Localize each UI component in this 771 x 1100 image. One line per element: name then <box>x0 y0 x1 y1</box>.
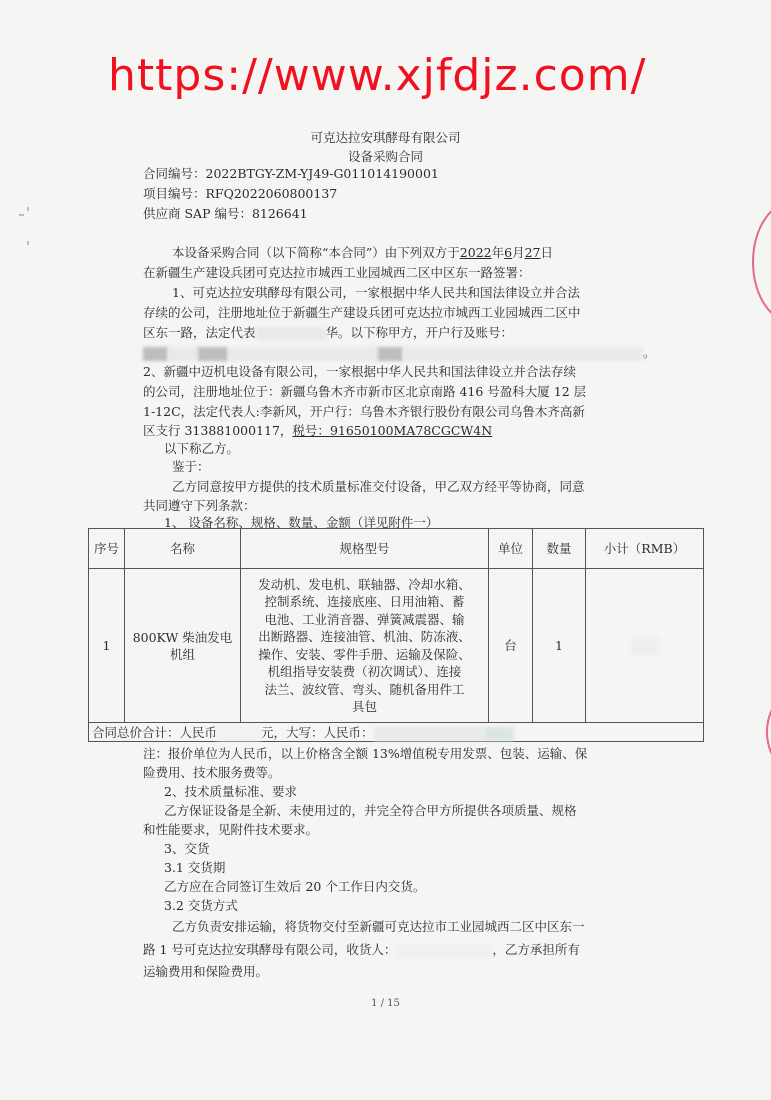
spec-line: 具包 <box>351 699 377 714</box>
redacted-subtotal <box>631 637 659 655</box>
tax-value: 91650100MA78CGCW4N <box>329 423 493 438</box>
party-b-line-5: 以下称乙方。 <box>164 441 240 456</box>
section-3-1-title: 3.1 交货期 <box>164 860 226 875</box>
table-cell-subtotal <box>586 569 703 723</box>
section-3-2-line-3: 运输费用和保险费用。 <box>143 964 269 979</box>
company-seal-top <box>752 200 771 324</box>
section-3-title: 3、交货 <box>164 841 210 856</box>
project-number-label: 项目编号： <box>143 186 206 201</box>
party-a-line-1: 1、可克达拉安琪酵母有限公司，一家根据中华人民共和国法律设立并合法 <box>172 285 580 300</box>
redacted-block <box>168 347 198 361</box>
supplier-sap-number <box>143 204 308 224</box>
table-header-name: 名称 <box>125 529 241 569</box>
total-label: 合同总价合计：人民币 <box>92 725 218 740</box>
supplier-sap-value: 8126641 <box>251 206 308 221</box>
spec-line: 控制系统、连接底座、日用油箱、蓄 <box>264 594 465 609</box>
table-header-qty: 数量 <box>533 529 586 569</box>
party-a-bank-account <box>143 343 663 363</box>
party-b-line-3: 1-12C，法定代表人:李新风，开户行：乌鲁木齐银行股份有限公司乌鲁木齐高新 <box>143 404 585 419</box>
table-cell-no: 1 <box>89 569 125 723</box>
whereas-line-2: 共同遵守下列条款： <box>143 498 256 513</box>
redacted-total-amount <box>217 727 261 741</box>
year-suffix: 年 <box>491 245 505 260</box>
section-3-2-line-1: 乙方负责安排运输，将货物交付至新疆可克达拉市工业园城西二区中区东一 <box>172 919 585 934</box>
party-b-line-1: 2、新疆中迈机电设备有限公司，一家根据中华人民共和国法律设立并合法存续 <box>143 364 576 379</box>
document-title: 设备采购合同 <box>347 149 423 164</box>
project-number <box>143 184 337 204</box>
scan-speck <box>19 214 24 216</box>
section-3-2-title: 3.2 交货方式 <box>164 898 238 913</box>
supplier-sap-label: 供应商 SAP 编号： <box>143 206 252 221</box>
month-suffix: 月 <box>512 245 525 260</box>
redacted-representative <box>256 327 326 341</box>
table-header-no: 序号 <box>89 529 125 569</box>
section-2-title: 2、技术质量标准、要求 <box>164 784 297 799</box>
redacted-block <box>484 727 514 741</box>
party-a-line-2: 存续的公司，注册地址位于新疆生产建设兵团可克达拉市城西工业园城西二区中 <box>143 305 581 320</box>
sign-month: 6 <box>504 245 513 260</box>
party-a-line-3 <box>143 323 513 343</box>
sign-year: 2022 <box>459 245 492 260</box>
project-number-value: RFQ2022060800137 <box>205 186 338 201</box>
contract-number-label: 合同编号： <box>143 166 206 181</box>
spec-line: 法兰、波纹管、弯头、随机备用件工 <box>264 681 465 697</box>
note-line-1: 注：报价单位为人民币，以上价格含全额 13%增值税专用发票、包装、运输、保 <box>143 746 588 761</box>
section-2-line-1: 乙方保证设备是全新、未使用过的，并完全符合甲方所提供各项质量、规格 <box>164 803 577 818</box>
whereas-line-1: 乙方同意按甲方提供的技术质量标准交付设备，甲乙双方经平等协商，同意 <box>172 479 585 494</box>
day-suffix: 日 <box>540 245 554 260</box>
redacted-consignee <box>396 944 492 958</box>
redacted-block <box>403 347 643 361</box>
tax-label: 税号： <box>292 423 330 438</box>
section-2-line-2: 和性能要求，见附件技术要求。 <box>143 822 319 837</box>
redacted-block <box>228 347 378 361</box>
table-header-unit: 单位 <box>489 529 533 569</box>
contract-number <box>143 164 439 184</box>
party-b-tax-number <box>292 423 492 438</box>
redacted-block <box>198 347 228 361</box>
redacted-block <box>143 347 168 361</box>
whereas-title: 鉴于： <box>172 459 210 474</box>
party-b-line-2: 的公司，注册地址位于：新疆乌鲁木齐市新市区北京南路 416 号盈科大厦 12 层 <box>143 384 587 399</box>
total-capital-label: 元，大写：人民币： <box>261 725 374 740</box>
party-a-line-end: 。 <box>643 345 656 360</box>
spec-line: 出断路器、连接油管、机油、防冻液、 <box>258 629 471 644</box>
spec-list <box>254 576 475 716</box>
party-a-rep-suffix: 华。以下称甲方，开户行及账号： <box>325 325 514 340</box>
table-cell-name: 800KW 柴油发电机组 <box>125 569 241 723</box>
redacted-block <box>378 347 403 361</box>
page-number: 1 / 15 <box>371 998 400 1009</box>
intro-line-2: 在新疆生产建设兵团可克达拉市城西工业园城西二区中区东一路签署： <box>143 265 531 280</box>
watermark-url: https://www.xjfdjz.com/ <box>108 50 647 101</box>
spec-line: 电池、工业消音器、弹簧减震器、输 <box>264 611 465 627</box>
spec-line: 发动机、发电机、联轴器、冷却水箱、 <box>258 576 471 592</box>
intro-line-1 <box>172 243 553 263</box>
section-3-1-text: 乙方应在合同签订生效后 20 个工作日内交货。 <box>164 879 426 894</box>
company-name: 可克达拉安琪酵母有限公司 <box>310 130 461 145</box>
table-cell-unit: 台 <box>489 569 533 723</box>
equipment-table <box>88 528 704 742</box>
note-line-2: 险费用、技术服务费等。 <box>143 765 281 780</box>
sign-day: 27 <box>524 245 541 260</box>
contract-number-value: 2022BTGY-ZM-YJ49-G011014190001 <box>205 166 439 181</box>
party-b-bank-account: 区支行 313881000117， <box>143 423 293 438</box>
redacted-total-capital <box>374 727 484 741</box>
table-cell-spec <box>241 569 489 723</box>
scan-speck <box>27 207 29 211</box>
party-a-rep-prefix: 区东一路，法定代表 <box>143 325 256 340</box>
company-seal-bottom <box>766 690 771 774</box>
table-header-spec: 规格型号 <box>241 529 489 569</box>
spec-line: 机组指导安装费（初次调试）、连接 <box>267 664 462 679</box>
contract-total-row <box>89 723 703 742</box>
section-3-2-line-2 <box>143 940 580 960</box>
party-b-line-4 <box>143 421 492 441</box>
spec-line: 操作、安装、零件手册、运输及保险、 <box>258 646 471 662</box>
consignee-suffix: ，乙方承担所有 <box>492 942 580 957</box>
table-header-subtotal: 小计（RMB） <box>586 529 703 569</box>
consignee-label: 路 1 号可克达拉安琪酵母有限公司，收货人： <box>143 942 397 957</box>
section-1-title: 1、 设备名称、规格、数量、金额（详见附件一） <box>164 515 439 530</box>
scan-speck <box>27 241 29 245</box>
table-cell-qty: 1 <box>533 569 586 723</box>
intro-text: 本设备采购合同（以下简称“本合同”）由下列双方于 <box>172 245 460 260</box>
